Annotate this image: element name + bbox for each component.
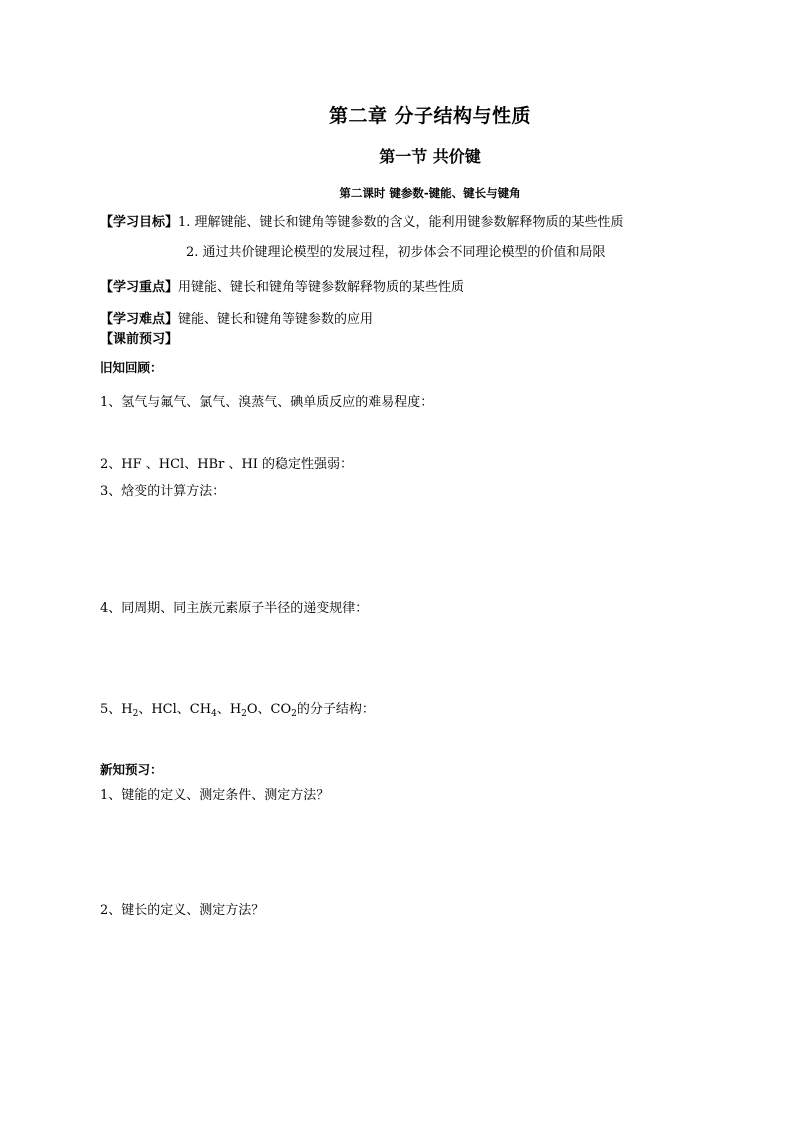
lesson-title: 第二课时 键参数-键能、键长与键角 bbox=[339, 186, 521, 200]
q5-mid-1: 、HCl、CH bbox=[138, 702, 212, 717]
difficulties-text: 键能、键长和键角等键参数的应用 bbox=[178, 312, 374, 327]
section-title: 第一节 共价键 bbox=[379, 147, 481, 166]
q5-suffix: 的分子结构： bbox=[296, 702, 375, 717]
review-heading: 旧知回顾： bbox=[100, 360, 163, 375]
key-points-label: 【学习重点】 bbox=[100, 280, 179, 295]
objectives-label: 【学习目标】 bbox=[100, 215, 179, 230]
preview-label: 【课前预习】 bbox=[100, 332, 179, 347]
q5-mid-2: 、H bbox=[216, 702, 242, 717]
objectives-row bbox=[100, 213, 624, 229]
q5-sub-1: 2 bbox=[132, 709, 139, 719]
chapter-title: 第二章 分子结构与性质 bbox=[328, 105, 532, 127]
key-points-text: 用键能、键长和键角等键参数解释物质的某些性质 bbox=[178, 280, 465, 295]
q5-prefix: 5、H bbox=[100, 702, 133, 717]
q5-sub-3: 2 bbox=[241, 709, 247, 719]
q5-sub-2: 4 bbox=[211, 709, 217, 719]
new-knowledge-question-1: 1、键能的定义、测定条件、测定方法？ bbox=[100, 788, 330, 803]
objective-1: 1. 理解键能、键长和键角等键参数的含义，能利用键参数解释物质的某些性质 bbox=[178, 215, 624, 230]
review-question-2: 2、HF 、HCl、HBr 、HI 的稳定性强弱： bbox=[100, 457, 354, 472]
review-question-1: 1、氢气与氟气、氯气、溴蒸气、碘单质反应的难易程度： bbox=[100, 395, 434, 410]
q5-mid-3: O、CO bbox=[246, 702, 292, 717]
objective-2: 2. 通过共价键理论模型的发展过程，初步体会不同理论模型的价值和局限 bbox=[186, 245, 606, 260]
review-question-5 bbox=[100, 702, 375, 719]
review-question-3: 3、焓变的计算方法： bbox=[100, 484, 226, 499]
new-knowledge-heading: 新知预习： bbox=[100, 762, 163, 777]
new-knowledge-question-2: 2、键长的定义、测定方法？ bbox=[100, 903, 265, 918]
key-points-row bbox=[100, 278, 464, 294]
difficulties-label: 【学习难点】 bbox=[100, 312, 179, 327]
q5-sub-4: 2 bbox=[291, 709, 297, 719]
difficulties-row bbox=[100, 310, 373, 326]
review-question-4: 4、同周期、同主族元素原子半径的递变规律： bbox=[100, 601, 369, 616]
